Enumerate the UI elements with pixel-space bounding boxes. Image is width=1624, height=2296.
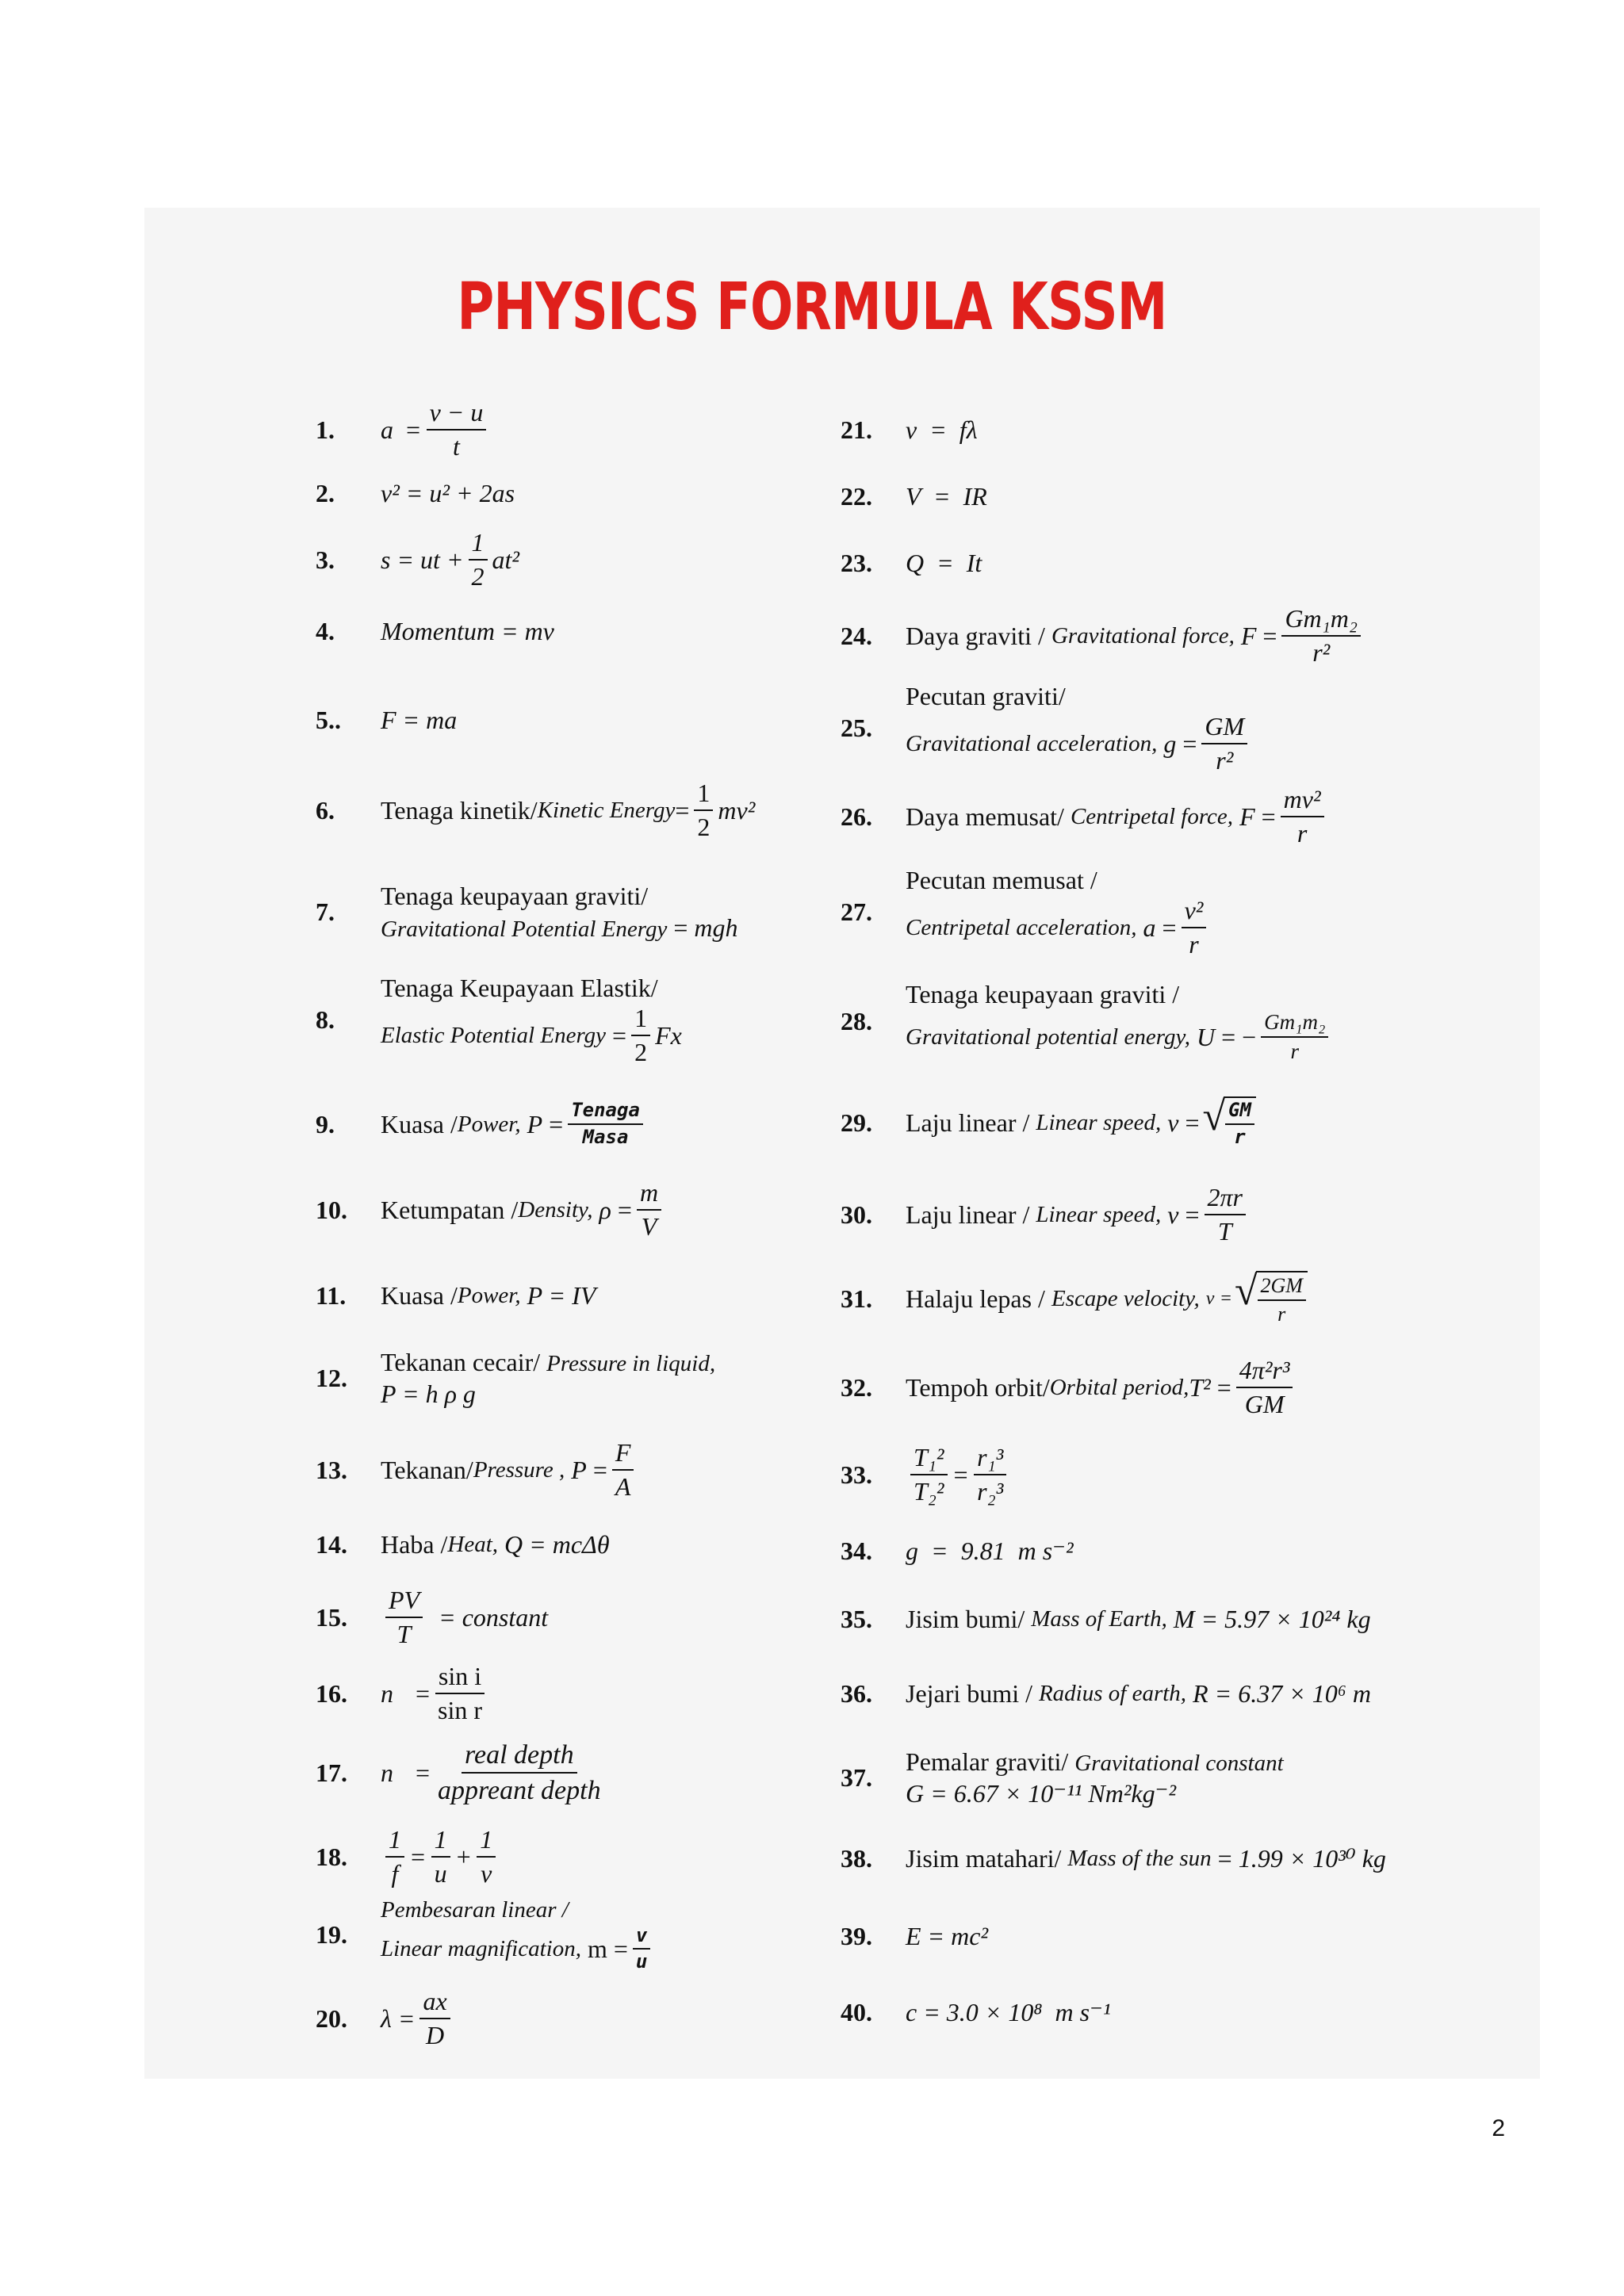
formula: Ketumpatan / Density, ρ = $\frac{m}{V}$ [381,1178,666,1242]
item-number: 9. [316,1109,335,1138]
formula-item-29 [841,1086,1259,1159]
fraction: $\frac{v}{u}$ [633,1925,650,1973]
formula-item-30 [841,1178,1251,1251]
formula: $\frac{1}{f}$ = $\frac{1}{u}$ + $\frac{1}{v}$ [381,1825,500,1888]
formula-item-14 [316,1508,610,1581]
formula-item-8 [316,974,682,1066]
item-number: 24. [841,621,872,650]
fraction: $\frac{PV}{T}$ [385,1586,423,1649]
page-number: 2 [1492,2115,1505,2141]
formula-item-40 [841,1976,1111,2049]
formula: Jisim matahari/ Mass of the sun = 1.99 × 10³⁰ kg [906,1844,1386,1873]
fraction: $\frac{\text{4π²r³}}{GM}$ [1236,1356,1293,1419]
item-number: 37. [841,1762,872,1792]
formula: g = 9.81 m s⁻² [906,1536,1074,1565]
formula-item-7 [316,875,738,948]
fraction: $\frac{GM}{r}$ [1225,1100,1254,1148]
formula-item-17 [316,1736,609,1809]
fraction: $\frac{\text{v²}}{r}$ [1182,896,1207,959]
formula-item-35 [841,1582,1371,1655]
formula: Tenaga keupayaan graviti / Gravitational potential energy, U = − $\frac{\text{Gm₁m₂}}{r}$ [906,978,1333,1064]
item-number: 20. [316,2003,347,2033]
formula-item-11 [316,1259,596,1332]
formula-item-20 [316,1982,455,2055]
fraction: $\frac{2GM}{r}$ [1258,1274,1306,1326]
formula-item-38 [841,1822,1386,1895]
item-number: 19. [316,1919,347,1949]
formula-item-3 [316,523,519,596]
item-number: 34. [841,1536,872,1565]
formula: Pemalar graviti/ Gravitational constant G = 6.67 × 10⁻¹¹ Nm²kg⁻² [906,1747,1284,1808]
fraction: $\frac{\text{real depth}}{\text{appreant depth}}$ [438,1739,601,1805]
formula: Tenaga keupayaan graviti/ Gravitational Potential Energy = mgh [381,881,738,942]
item-number: 17. [316,1758,347,1787]
formula: Pecutan graviti/ Gravitational acceleration, g = $\frac{GM}{\text{r²}}$ [906,680,1252,775]
formula: E = mc² [906,1922,989,1950]
item-number: 18. [316,1842,347,1871]
item-number: 3. [316,545,335,574]
item-number: 40. [841,1997,872,2026]
formula-item-10 [316,1173,666,1246]
item-number: 12. [316,1363,347,1392]
item-number: 11. [316,1280,347,1310]
item-number: 14. [316,1529,347,1559]
fraction: $\frac{m}{V}$ [637,1178,661,1242]
fraction: $\frac{F}{A}$ [612,1438,634,1502]
fraction: $\frac{1}{v}$ [477,1825,496,1888]
fraction: $\frac{\text{sin i}}{\text{sin r}}$ [435,1662,485,1725]
formula: Pecutan memusat / Centripetal acceleration, a = $\frac{\text{v²}}{r}$ [906,864,1211,959]
formula-item-13 [316,1433,638,1506]
formula: Tenaga Keupayaan Elastik/ Elastic Potential Energy = $\frac{1}{2}$ Fx [381,974,682,1066]
fraction: $\frac{1}{f}$ [385,1825,404,1888]
formula: Momentum = mv [381,617,554,645]
item-number: 16. [316,1678,347,1708]
formula: Q = It [906,549,982,577]
formula: Jisim bumi/ Mass of Earth, M = 5.97 × 10²⁴ kg [906,1605,1371,1633]
item-number: 25. [841,713,872,742]
item-number: 2. [316,478,335,507]
item-number: 13. [316,1455,347,1484]
formula-item-1 [316,393,491,466]
formula-item-33 [841,1438,1011,1511]
formula-item-18 [316,1820,500,1893]
formula: s = ut + $\frac{1}{2}$ at² [381,528,520,591]
item-number: 29. [841,1108,872,1137]
item-number: 36. [841,1678,872,1708]
formula-item-4 [316,595,554,668]
formula-item-31 [841,1262,1311,1335]
item-number: 10. [316,1195,347,1224]
formula: Laju linear / Linear speed, v = √ $\frac{GM}{r}$ [906,1096,1259,1148]
item-number: 31. [841,1284,872,1313]
item-number: 21. [841,415,872,444]
formula: Pembesaran linear / Linear magnification, m = $\frac{v}{u}$ [381,1896,655,1973]
formula: Tempoh orbit/ Orbital period, T² = $\frac{\text{4π²r³}}{GM}$ [906,1356,1297,1419]
formula-item-19 [316,1898,655,1971]
formula: v = fλ [906,415,978,444]
formula: Kuasa / Power, P = IV [381,1281,596,1310]
fraction: $\frac{\text{T₁²}}{\text{T₂²}}$ [910,1443,948,1506]
formula: Halaju lepas / Escape velocity, v = √ $\frac{2GM}{r}$ [906,1271,1311,1326]
square-root: √ $\frac{2GM}{r}$ [1235,1271,1308,1326]
item-number: 28. [841,1006,872,1035]
formula-item-5 [316,683,457,756]
item-number: 38. [841,1843,872,1873]
fraction: $\frac{1}{2}$ [694,779,713,842]
formula: c = 3.0 × 10⁸ m s⁻¹ [906,1998,1111,2026]
item-number: 39. [841,1921,872,1950]
formula-item-37 [841,1741,1284,1814]
formula: Haba / Heat, Q = mcΔθ [381,1530,610,1559]
fraction: $\frac{\text{mv²}}{r}$ [1281,785,1324,848]
item-number: 6. [316,795,335,825]
item-number: 7. [316,897,335,926]
fraction: $\frac{GM}{\text{r²}}$ [1201,712,1247,775]
item-number: 22. [841,481,872,511]
fraction: $\frac{1}{2}$ [469,528,488,591]
fraction: $\frac{1}{u}$ [431,1825,450,1888]
formula-item-21 [841,393,978,466]
formula-item-36 [841,1657,1371,1730]
fraction: $\frac{ax}{D}$ [419,1987,450,2050]
fraction: $\frac{1}{2}$ [631,1004,650,1067]
page-title: PHYSICS FORMULA KSSM [457,270,1167,345]
formula: Tekanan cecair/ Pressure in liquid, P = h ρ g [381,1347,716,1409]
formula: λ = $\frac{ax}{D}$ [381,1987,455,2050]
item-number: 27. [841,897,872,926]
formula: $\frac{\text{T₁²}}{\text{T₂²}}$ = $\frac{\text{r₁³}}{\text{r₂³}}$ [906,1443,1011,1506]
fraction: $\frac{\text{Gm₁m₂}}{r}$ [1261,1010,1328,1064]
formula-item-12 [316,1341,715,1414]
formula: Jejari bumi / Radius of earth, R = 6.37 × 10⁶ m [906,1679,1372,1708]
fraction: $\frac{\text{Gm₁m₂}}{\text{r²}}$ [1281,604,1361,668]
formula-item-24 [841,599,1365,672]
fraction: $\frac{\text{Tenaga}}{\text{Masa}}$ [568,1100,643,1148]
formula: n = $\frac{\text{sin i}}{\text{sin r}}$ [381,1662,490,1725]
item-number: 1. [316,415,335,444]
formula-item-28 [841,979,1333,1063]
item-number: 26. [841,802,872,831]
formula-item-22 [841,460,987,533]
formula: a = $\frac{v - u}{t}$ [381,398,491,461]
fraction: $\frac{\text{r₁³}}{\text{r₂³}}$ [974,1443,1006,1506]
formula-item-9 [316,1088,648,1161]
item-number: 8. [316,1004,335,1034]
item-number: 35. [841,1604,872,1633]
formula: n = $\frac{\text{real depth}}{\text{appreant depth}}$ [381,1739,609,1806]
formula-item-2 [316,457,515,530]
formula-item-26 [841,780,1329,853]
fraction: $\frac{v - u}{t}$ [427,398,487,461]
formula: F = ma [381,706,458,734]
formula-item-27 [841,866,1211,959]
formula: Tenaga kinetik/ Kinetic Energy = $\frac{1}{2}$ mv² [381,779,756,841]
formula: Tekanan/ Pressure , P = $\frac{F}{A}$ [381,1438,638,1502]
formula-item-23 [841,526,982,599]
formula-item-6 [316,774,755,847]
fraction: $\frac{2\pi r}{T}$ [1205,1183,1246,1246]
item-number: 30. [841,1200,872,1229]
item-number: 32. [841,1372,872,1402]
formula-item-16 [316,1657,490,1730]
formula: Daya graviti / Gravitational force, F = $\frac{\text{Gm₁m₂}}{\text{r²}}$ [906,604,1365,668]
formula-item-25 [841,682,1252,775]
item-number: 15. [316,1602,347,1632]
formula-item-34 [841,1514,1074,1587]
formula: Kuasa / Power, P = $\frac{\text{Tenaga}}{\text{Masa}}$ [381,1100,648,1148]
formula: $\frac{PV}{T}$ = constant [381,1586,548,1649]
square-root: √ $\frac{GM}{r}$ [1203,1096,1256,1148]
formula-item-39 [841,1900,988,1973]
item-number: 5.. [316,705,341,734]
item-number: 33. [841,1460,872,1489]
formula: V = IR [906,482,987,511]
formula-item-32 [841,1351,1297,1424]
formula: Laju linear / Linear speed, v = $\frac{2\pi r}{T}$ [906,1183,1251,1246]
formula-item-15 [316,1581,548,1654]
formula: Daya memusat/ Centripetal force, F = $\frac{\text{mv²}}{r}$ [906,785,1329,848]
item-number: 4. [316,616,335,645]
formula: v² = u² + 2as [381,479,515,507]
item-number: 23. [841,548,872,577]
